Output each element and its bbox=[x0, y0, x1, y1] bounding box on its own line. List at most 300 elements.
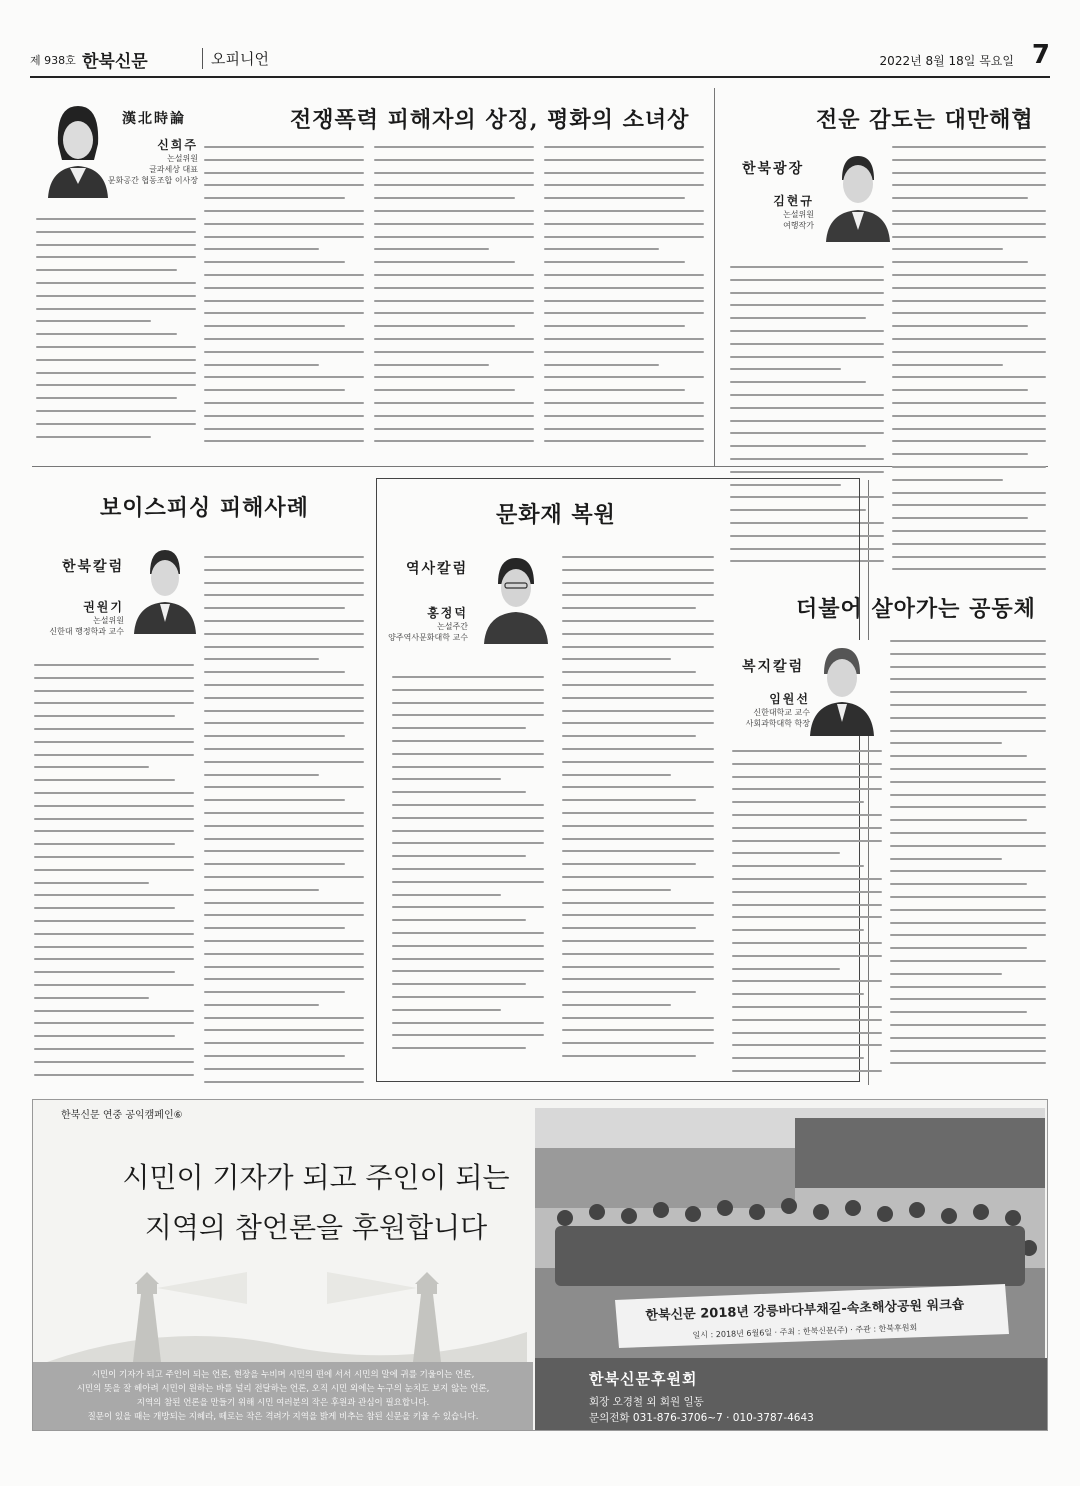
text-line bbox=[890, 909, 1046, 911]
text-line bbox=[374, 389, 515, 391]
text-line bbox=[204, 863, 345, 865]
text-line bbox=[732, 1019, 882, 1021]
text-line bbox=[204, 799, 345, 801]
ad-description-line: 시민이 기자가 되고 주인이 되는 언론, 현장을 누비며 시민의 편에 서서 시민의 말에 귀를 기울이는 언론, bbox=[91, 1370, 475, 1380]
text-line bbox=[562, 927, 696, 929]
text-line bbox=[544, 351, 704, 353]
text-line bbox=[34, 1035, 175, 1037]
text-line bbox=[730, 420, 884, 422]
text-line bbox=[732, 814, 882, 816]
text-line bbox=[562, 1017, 714, 1019]
text-line bbox=[392, 689, 544, 691]
text-line bbox=[204, 338, 364, 340]
text-line bbox=[392, 804, 544, 806]
text-line bbox=[892, 184, 1046, 186]
text-line bbox=[34, 677, 194, 679]
text-line bbox=[374, 376, 534, 378]
text-line bbox=[374, 184, 534, 186]
text-line bbox=[730, 445, 866, 447]
text-line bbox=[392, 881, 544, 883]
text-line bbox=[204, 889, 319, 891]
text-line bbox=[204, 722, 364, 724]
text-line bbox=[36, 308, 196, 310]
text-line bbox=[34, 1061, 194, 1063]
text-line bbox=[392, 766, 544, 768]
text-line bbox=[730, 266, 884, 268]
text-line bbox=[204, 991, 345, 993]
text-line bbox=[204, 812, 364, 814]
text-line bbox=[204, 825, 364, 827]
text-line bbox=[562, 684, 714, 686]
text-line bbox=[36, 372, 196, 374]
text-line bbox=[204, 966, 364, 968]
text-line bbox=[204, 1017, 364, 1019]
text-line bbox=[562, 1042, 714, 1044]
text-line bbox=[544, 184, 704, 186]
text-line bbox=[36, 269, 177, 271]
text-line bbox=[34, 1074, 194, 1076]
text-line bbox=[544, 197, 685, 199]
text-line bbox=[892, 364, 1003, 366]
author-role: 양주역사문화대학 교수 bbox=[388, 633, 468, 642]
text-line bbox=[730, 407, 884, 409]
text-line bbox=[562, 850, 714, 852]
text-line bbox=[204, 607, 345, 609]
text-line bbox=[204, 774, 319, 776]
text-line bbox=[204, 287, 364, 289]
text-line bbox=[892, 248, 1003, 250]
text-line bbox=[34, 984, 194, 986]
text-line bbox=[392, 830, 544, 832]
text-line bbox=[892, 351, 1046, 353]
issue-date: 2022년 8월 18일 목요일 bbox=[879, 54, 1014, 68]
text-line bbox=[204, 325, 345, 327]
text-line bbox=[204, 312, 364, 314]
text-line bbox=[34, 779, 175, 781]
text-line bbox=[732, 788, 882, 790]
text-line bbox=[562, 940, 714, 942]
text-line bbox=[36, 423, 196, 425]
headline: 문화재 복원 bbox=[496, 502, 616, 528]
text-line bbox=[34, 920, 194, 922]
text-line bbox=[204, 159, 364, 161]
text-line bbox=[374, 351, 534, 353]
text-line bbox=[892, 492, 1046, 494]
text-line bbox=[204, 671, 345, 673]
text-line bbox=[392, 983, 526, 985]
text-line bbox=[562, 761, 714, 763]
text-line bbox=[392, 1034, 544, 1036]
ad-description-line: 시민의 뜻을 잘 헤아려 시민이 원하는 바를 널리 전달하는 언론, 오직 시민 외에는 누구의 눈치도 보지 않는 언론, bbox=[76, 1384, 490, 1394]
page-header bbox=[30, 40, 1050, 78]
text-line bbox=[544, 338, 704, 340]
text-line bbox=[730, 330, 884, 332]
column-label: 복지칼럼 bbox=[742, 659, 805, 675]
text-line bbox=[562, 812, 714, 814]
text-line bbox=[204, 953, 364, 955]
text-line bbox=[34, 1010, 194, 1012]
text-line bbox=[732, 827, 882, 829]
text-line bbox=[34, 690, 194, 692]
text-line bbox=[204, 594, 364, 596]
text-line bbox=[544, 428, 704, 430]
text-line bbox=[732, 776, 882, 778]
text-line bbox=[890, 1024, 1046, 1026]
text-line bbox=[562, 1004, 671, 1006]
text-line bbox=[34, 664, 194, 666]
text-line bbox=[544, 415, 704, 417]
text-line bbox=[732, 891, 882, 893]
banner-subtext: 일시 : 2018년 6월6일 · 주최 : 한북신문(주) · 주관 : 한북후원회 bbox=[692, 1323, 918, 1340]
text-line bbox=[892, 159, 1046, 161]
author-name: 홍정덕 bbox=[427, 606, 468, 620]
text-line bbox=[392, 894, 501, 896]
text-line bbox=[890, 896, 1046, 898]
author-byline bbox=[32, 598, 124, 637]
text-line bbox=[204, 1042, 364, 1044]
text-line bbox=[890, 858, 1002, 860]
text-line bbox=[890, 1050, 1046, 1052]
text-line bbox=[730, 304, 884, 306]
org-name: 한북신문후원회 bbox=[589, 1370, 698, 1388]
text-line bbox=[204, 927, 345, 929]
text-line bbox=[890, 934, 1046, 936]
article-body bbox=[204, 556, 364, 1093]
text-line bbox=[204, 428, 364, 430]
text-line bbox=[544, 389, 685, 391]
text-line bbox=[34, 843, 175, 845]
column-label: 한북칼럼 bbox=[62, 559, 125, 575]
text-line bbox=[204, 914, 364, 916]
text-line bbox=[34, 856, 194, 858]
text-line bbox=[204, 697, 364, 699]
text-line bbox=[892, 274, 1046, 276]
article-body bbox=[562, 556, 714, 1068]
text-line bbox=[34, 715, 175, 717]
text-line bbox=[204, 838, 364, 840]
text-line bbox=[562, 799, 696, 801]
text-line bbox=[204, 184, 364, 186]
column-label: 한북광장 bbox=[742, 161, 805, 177]
text-line bbox=[36, 359, 196, 361]
page-number: 7 bbox=[1031, 40, 1050, 70]
text-line bbox=[562, 671, 696, 673]
campaign-ad bbox=[32, 1099, 1048, 1431]
text-line bbox=[732, 980, 882, 982]
text-line bbox=[562, 594, 714, 596]
text-line bbox=[34, 946, 194, 948]
text-line bbox=[892, 479, 1003, 481]
text-line bbox=[374, 402, 534, 404]
text-line bbox=[730, 292, 884, 294]
text-line bbox=[392, 945, 544, 947]
text-line bbox=[892, 530, 1046, 532]
column-label: 漢北時論 bbox=[122, 111, 186, 127]
text-line bbox=[392, 1047, 526, 1049]
text-line bbox=[732, 993, 864, 995]
text-line bbox=[892, 300, 1046, 302]
text-line bbox=[562, 1029, 714, 1031]
text-line bbox=[392, 842, 544, 844]
text-line bbox=[34, 754, 194, 756]
text-line bbox=[890, 870, 1046, 872]
text-line bbox=[562, 633, 714, 635]
text-line bbox=[204, 197, 345, 199]
text-line bbox=[732, 750, 882, 752]
paper-name: 한북신문 bbox=[82, 52, 148, 72]
text-line bbox=[892, 415, 1046, 417]
text-line bbox=[204, 582, 364, 584]
text-line bbox=[562, 863, 696, 865]
text-line bbox=[392, 996, 544, 998]
text-line bbox=[892, 453, 1028, 455]
text-line bbox=[732, 916, 882, 918]
text-line bbox=[732, 1006, 882, 1008]
text-line bbox=[890, 678, 1046, 680]
headline: 보이스피싱 피해사례 bbox=[100, 495, 309, 521]
text-line bbox=[544, 312, 704, 314]
text-line bbox=[890, 640, 1046, 642]
text-line bbox=[36, 320, 151, 322]
text-line bbox=[544, 274, 704, 276]
ad-description bbox=[33, 1362, 533, 1431]
text-line bbox=[204, 748, 364, 750]
text-line bbox=[562, 966, 714, 968]
author-photo bbox=[820, 146, 896, 242]
text-line bbox=[34, 997, 149, 999]
text-line bbox=[392, 1009, 501, 1011]
text-line bbox=[204, 376, 364, 378]
article-body bbox=[204, 146, 364, 453]
text-line bbox=[204, 223, 364, 225]
text-line bbox=[392, 958, 544, 960]
text-line bbox=[732, 1070, 882, 1072]
text-line bbox=[36, 333, 177, 335]
text-line bbox=[892, 325, 1028, 327]
text-line bbox=[890, 1062, 1046, 1064]
text-line bbox=[730, 368, 841, 370]
text-line bbox=[204, 633, 364, 635]
text-line bbox=[730, 432, 884, 434]
text-line bbox=[890, 1037, 1046, 1039]
text-line bbox=[892, 556, 1046, 558]
ad-description-line: 지역의 참된 언론을 만들기 위해 시민 여러분의 작은 후원과 관심이 필요합니다. bbox=[136, 1398, 430, 1408]
article-body bbox=[36, 218, 196, 448]
text-line bbox=[204, 172, 364, 174]
text-line bbox=[34, 741, 194, 743]
text-line bbox=[732, 968, 840, 970]
text-line bbox=[892, 172, 1046, 174]
text-line bbox=[892, 543, 1046, 545]
text-line bbox=[890, 845, 1046, 847]
text-line bbox=[562, 978, 714, 980]
text-line bbox=[892, 236, 1046, 238]
text-line bbox=[732, 763, 882, 765]
text-line bbox=[890, 819, 1027, 821]
text-line bbox=[204, 1081, 364, 1083]
text-line bbox=[732, 1032, 882, 1034]
text-line bbox=[890, 717, 1046, 719]
text-line bbox=[392, 676, 544, 678]
text-line bbox=[374, 274, 534, 276]
text-line bbox=[544, 159, 704, 161]
text-line bbox=[544, 287, 704, 289]
author-role: 신한대 행정학과 교수 bbox=[49, 627, 124, 636]
text-line bbox=[732, 1057, 864, 1059]
text-line bbox=[392, 714, 544, 716]
text-line bbox=[34, 869, 194, 871]
text-line bbox=[562, 722, 714, 724]
text-line bbox=[374, 287, 534, 289]
text-line bbox=[204, 978, 364, 980]
text-line bbox=[34, 830, 194, 832]
text-line bbox=[374, 210, 534, 212]
text-line bbox=[204, 902, 364, 904]
text-line bbox=[730, 356, 884, 358]
text-line bbox=[544, 300, 704, 302]
text-line bbox=[392, 702, 544, 704]
text-line bbox=[562, 620, 714, 622]
text-line bbox=[204, 236, 364, 238]
author-role: 사회과학대학 학장 bbox=[745, 719, 810, 728]
text-line bbox=[204, 850, 364, 852]
text-line bbox=[732, 929, 864, 931]
text-line bbox=[562, 825, 714, 827]
text-line bbox=[204, 735, 345, 737]
author-byline bbox=[84, 136, 198, 186]
text-line bbox=[890, 986, 1046, 988]
text-line bbox=[544, 236, 704, 238]
headline: 전운 감도는 대만해협 bbox=[816, 107, 1034, 133]
text-line bbox=[204, 940, 364, 942]
text-line bbox=[34, 728, 194, 730]
text-line bbox=[204, 261, 345, 263]
text-line bbox=[892, 428, 1046, 430]
text-line bbox=[204, 351, 364, 353]
text-line bbox=[204, 146, 364, 148]
author-byline bbox=[730, 192, 814, 231]
text-line bbox=[204, 210, 364, 212]
text-line bbox=[544, 248, 659, 250]
text-line bbox=[392, 753, 544, 755]
text-line bbox=[892, 338, 1046, 340]
text-line bbox=[36, 231, 196, 233]
text-line bbox=[34, 971, 175, 973]
text-line bbox=[34, 958, 194, 960]
text-line bbox=[890, 794, 1046, 796]
text-line bbox=[392, 740, 544, 742]
text-line bbox=[374, 312, 534, 314]
author-role: 논설위원 bbox=[783, 210, 814, 219]
author-photo bbox=[480, 550, 552, 644]
text-line bbox=[544, 223, 704, 225]
text-line bbox=[890, 755, 1027, 757]
lighthouse-illustration bbox=[47, 1250, 527, 1362]
text-line bbox=[562, 582, 714, 584]
text-line bbox=[36, 410, 196, 412]
text-line bbox=[544, 364, 659, 366]
issue-number: 제 938호 bbox=[30, 54, 76, 67]
text-line bbox=[392, 727, 526, 729]
text-line bbox=[890, 832, 1046, 834]
text-line bbox=[374, 325, 515, 327]
banner-text: 한북신문 2018년 강릉바다부채길-속초해상공원 워크숍 bbox=[645, 1297, 965, 1324]
text-line bbox=[34, 933, 194, 935]
text-line bbox=[892, 466, 1046, 468]
text-line bbox=[544, 402, 704, 404]
text-line bbox=[204, 658, 319, 660]
author-role: 논설위원 bbox=[93, 616, 124, 625]
text-line bbox=[892, 210, 1046, 212]
text-line bbox=[34, 882, 149, 884]
author-name: 임원선 bbox=[769, 692, 810, 706]
text-line bbox=[732, 904, 882, 906]
author-name: 권원기 bbox=[83, 600, 124, 614]
text-line bbox=[374, 236, 534, 238]
text-line bbox=[204, 300, 364, 302]
author-photo bbox=[806, 640, 878, 736]
text-line bbox=[204, 786, 364, 788]
text-line bbox=[204, 876, 364, 878]
text-line bbox=[892, 504, 1046, 506]
text-line bbox=[890, 666, 1046, 668]
text-line bbox=[36, 282, 196, 284]
author-role: 여행작가 bbox=[783, 221, 814, 230]
text-line bbox=[392, 817, 544, 819]
text-line bbox=[544, 172, 704, 174]
column-label: 역사칼럼 bbox=[406, 561, 469, 577]
ad-slogan-line1: 시민이 기자가 되고 주인이 되는 bbox=[122, 1161, 510, 1194]
text-line bbox=[730, 394, 884, 396]
text-line bbox=[732, 852, 840, 854]
text-line bbox=[562, 710, 714, 712]
text-line bbox=[730, 343, 884, 345]
text-line bbox=[36, 384, 196, 386]
text-line bbox=[892, 146, 1046, 148]
text-line bbox=[892, 568, 1046, 570]
text-line bbox=[892, 440, 1046, 442]
text-line bbox=[562, 838, 714, 840]
text-line bbox=[544, 376, 704, 378]
text-line bbox=[374, 223, 534, 225]
text-line bbox=[36, 397, 177, 399]
text-line bbox=[562, 735, 696, 737]
text-line bbox=[392, 778, 501, 780]
text-line bbox=[562, 914, 714, 916]
text-line bbox=[730, 381, 866, 383]
text-line bbox=[34, 792, 194, 794]
text-line bbox=[892, 223, 1046, 225]
text-line bbox=[204, 274, 364, 276]
article-body bbox=[890, 640, 1046, 1075]
text-line bbox=[204, 1068, 364, 1070]
text-line bbox=[392, 855, 526, 857]
text-line bbox=[204, 710, 364, 712]
text-line bbox=[34, 805, 194, 807]
author-role: 논설주간 bbox=[437, 622, 468, 631]
text-line bbox=[34, 702, 194, 704]
article-body bbox=[544, 146, 704, 453]
article-body bbox=[374, 146, 534, 453]
text-line bbox=[374, 300, 534, 302]
text-line bbox=[890, 998, 1046, 1000]
text-line bbox=[892, 287, 1046, 289]
text-line bbox=[890, 704, 1046, 706]
text-line bbox=[562, 786, 714, 788]
text-line bbox=[892, 402, 1046, 404]
text-line bbox=[732, 942, 882, 944]
ad-label: 한북신문 연중 공익캠페인⑥ bbox=[61, 1110, 183, 1121]
